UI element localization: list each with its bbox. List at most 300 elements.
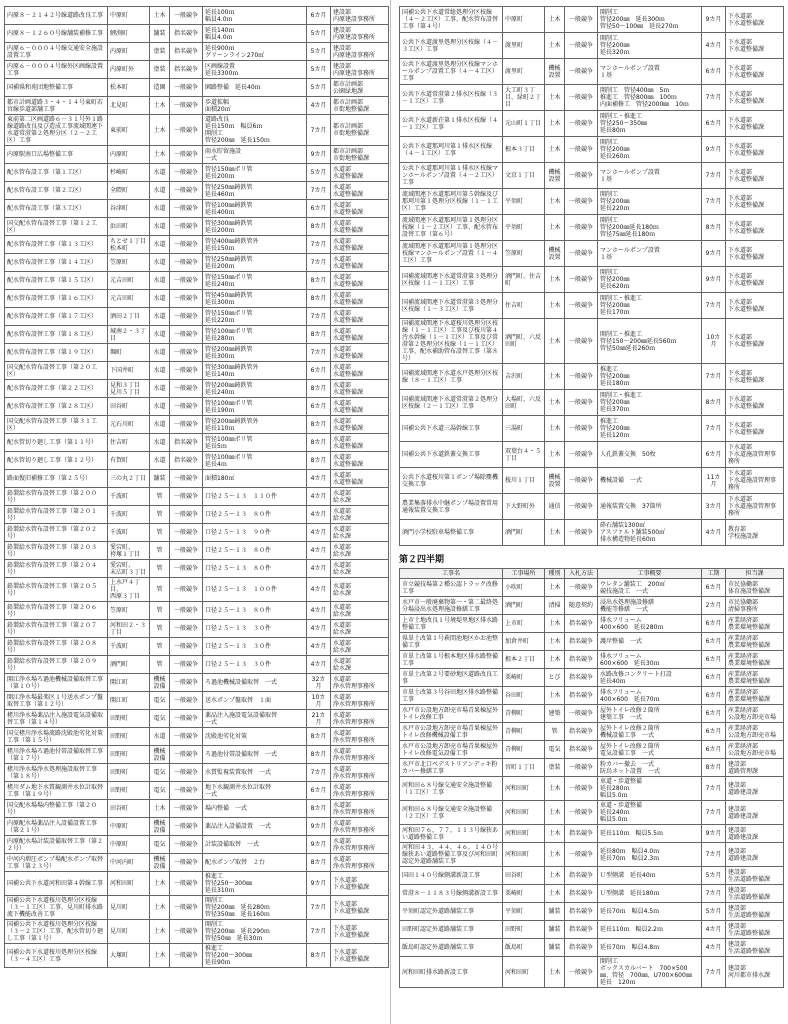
cell-period: 7カ月 (307, 896, 331, 920)
cell-period: 8カ月 (307, 272, 331, 290)
cell-bid-method: 随意契約 (565, 597, 598, 615)
cell-location: 見和３丁目 見川５丁目 (108, 380, 150, 398)
cell-department: 水道部 水道整備課 (331, 182, 389, 200)
table-row (400, 468, 784, 494)
cell-work-name: 流域関連下水道那珂川第５幹線及び那珂川第１処理分区枝線（１－１工区）工事 (400, 189, 503, 215)
cell-location: 渡里町 (503, 33, 545, 59)
cell-summary: 排水フリューム 600×600 延長30ｍ (598, 651, 702, 669)
cell-period: 6カ月 (307, 7, 331, 25)
cell-location: 三湯町 (503, 416, 545, 442)
table-row (5, 470, 389, 488)
cell-work-name: 配水管布設替工事（第２２工区） (5, 380, 108, 398)
cell-department: 下水道部 下水道整備課 (726, 59, 784, 85)
cell-summary: 管径200㎜鋳鉄管 延長300ｍ (203, 344, 307, 362)
cell-summary: 推進工 管径200㎜ 延長180ｍ (598, 364, 702, 390)
cell-department: 下水道部 下水道整備課 (726, 293, 784, 319)
table-row (400, 597, 784, 615)
table-row (400, 189, 784, 215)
cell-summary: 延長100ｍ 幅員4.0ｍ (203, 7, 307, 25)
cell-type: 土木 (545, 615, 565, 633)
cell-type: 清掃 (545, 597, 565, 615)
cell-location: 青柳町 (503, 723, 545, 741)
cell-period: 7カ月 (702, 885, 726, 903)
table-row (400, 939, 784, 957)
table-row (400, 111, 784, 137)
cell-work-name: 流域関連下水道那珂川第１処理分区枝線（１－２工区）工事、配水管布設替工事（第６号） (400, 215, 503, 241)
cell-location: 平須町 (503, 189, 545, 215)
cell-summary: 延長110ｍ 幅員2.2ｍ (598, 921, 702, 939)
cell-department: 都市計画部 公園緑地課 (331, 79, 389, 97)
table-row (5, 416, 389, 434)
cell-period: 6カ月 (307, 398, 331, 416)
cell-work-name: 河和田６８号線交通安全施設整備（１工区）工事 (400, 777, 503, 801)
cell-department: 水道部 浄水管理事務所 (331, 818, 389, 836)
cell-type: 機械設備 (150, 674, 170, 692)
cell-bid-method: 一般競争 (170, 344, 203, 362)
cell-location: 上市町 (503, 615, 545, 633)
cell-period: 6カ月 (307, 200, 331, 218)
cell-department: 建設部 生活道路整備課 (726, 939, 784, 957)
cell-period: 6カ月 (307, 782, 331, 800)
cell-location: 松本町 (108, 79, 150, 97)
cell-location: 田谷町 (108, 398, 150, 416)
cell-department: 水道部 浄水管理事務所 (331, 692, 389, 710)
cell-period: 5カ月 (702, 867, 726, 885)
cell-location: 下大野町外 (503, 494, 545, 520)
cell-summary: 延長110ｍ 幅員5.5ｍ (598, 825, 702, 843)
cell-location: 飯島町 (503, 939, 545, 957)
cell-summary: 面積180㎡ (203, 470, 307, 488)
cell-bid-method: 一般競争 (565, 7, 598, 33)
cell-work-name: 配水管布設工事（第３工区） (5, 200, 108, 218)
cell-period: 8カ月 (307, 218, 331, 236)
works-table-left-body (5, 7, 389, 968)
cell-summary: 通報装置交換 37箇所 (598, 494, 702, 520)
cell-type: 土木 (545, 442, 565, 468)
cell-summary: 管径100㎜ポリ管 延長190ｍ (203, 398, 307, 416)
cell-location: 谷津町 (108, 200, 150, 218)
cell-type: 土木 (150, 7, 170, 25)
cell-summary: 車道・歩道整備 延長240ｍ 幅員5.0ｍ (598, 801, 702, 825)
table-row (400, 520, 784, 546)
quarter-heading: 第２四半期 (399, 555, 445, 565)
cell-bid-method: 一般競争 (170, 746, 203, 764)
cell-type: 土木 (545, 215, 565, 241)
cell-department: 水道部 給水課 (331, 506, 389, 524)
cell-type: 土木 (545, 293, 565, 319)
cell-location: 青柳町 (503, 741, 545, 759)
table-header-row (400, 569, 784, 579)
cell-department: 水道部 給水課 (331, 488, 389, 506)
cell-bid-method: 一般競争 (170, 896, 203, 920)
cell-work-name: 平須町認定外道路舗装工事 (400, 903, 503, 921)
cell-summary: 区画線設置 延長3300ｍ (203, 61, 307, 79)
cell-type: 土木 (150, 872, 170, 896)
cell-work-name: 楮川浄水場薬品注入施設電気設備取替工事（第１４号） (5, 710, 108, 728)
cell-type: 塗装 (545, 759, 565, 777)
cell-location: 河和田町 (503, 777, 545, 801)
cell-period: 7カ月 (307, 115, 331, 146)
cell-type: 土木 (545, 267, 565, 293)
cell-location: 開江町 (108, 674, 150, 692)
cell-type: 土木 (545, 137, 565, 163)
cell-department: 水道部 水道整備課 (331, 398, 389, 416)
cell-bid-method: 一般競争 (170, 182, 203, 200)
cell-department: 下水道部 下水道整備課 (726, 85, 784, 111)
cell-bid-method: 指名競争 (565, 921, 598, 939)
cell-period: 5カ月 (307, 43, 331, 61)
table-row (400, 687, 784, 705)
cell-period: 9カ月 (702, 267, 726, 293)
cell-department: 水道部 浄水管理事務所 (331, 710, 389, 728)
cell-period: 4カ月 (307, 656, 331, 674)
cell-period: 7カ月 (702, 416, 726, 442)
cell-department: 産業経済部 公設地方卸売市場 (726, 741, 784, 759)
cell-bid-method: 一般競争 (565, 957, 598, 988)
table-row (5, 710, 389, 728)
table-row (5, 43, 389, 61)
table-row (5, 896, 389, 920)
cell-type: 土木 (545, 867, 565, 885)
cell-location: 河和田町 (108, 872, 150, 896)
cell-department: 下水道部 下水道整備課 (331, 920, 389, 944)
cell-department: 下水道部 下水道施設管理事務所 (726, 442, 784, 468)
cell-period: 8カ月 (702, 215, 726, 241)
cell-location: 元吉田町 (108, 272, 150, 290)
cell-location: 小吹町 (503, 579, 545, 597)
cell-type: 管 (150, 488, 170, 506)
cell-type: 塗装 (150, 43, 170, 61)
cell-work-name: 鉛製給水管布設替工事（第２００号） (5, 488, 108, 506)
cell-period: 4カ月 (702, 921, 726, 939)
cell-location: 文京１丁目 (503, 163, 545, 189)
cell-type: 水道 (150, 182, 170, 200)
cell-department: 水道部 浄水管理事務所 (331, 764, 389, 782)
cell-summary: 園路整備 延長40ｍ (203, 79, 307, 97)
cell-bid-method: 一般競争 (170, 272, 203, 290)
cell-work-name: 鉛製給水管布設替工事（第２０９号） (5, 656, 108, 674)
cell-period: 6カ月 (702, 651, 726, 669)
cell-bid-method: 一般競争 (565, 215, 598, 241)
cell-location: 北見町 (108, 97, 150, 115)
cell-work-name: 配水管布設替工事（第１４工区） (5, 254, 108, 272)
cell-type: 電気 (150, 836, 170, 854)
cell-type: 舗装 (545, 903, 565, 921)
cell-period: 7カ月 (702, 801, 726, 825)
table-row (400, 442, 784, 468)
cell-type: 管 (150, 524, 170, 542)
cell-work-name: 配水管布設替工事（第１６工区） (5, 290, 108, 308)
table-row (400, 957, 784, 988)
cell-bid-method: 指名競争 (565, 825, 598, 843)
cell-period: 8カ月 (307, 728, 331, 746)
table-row (5, 524, 389, 542)
cell-bid-method: 一般競争 (170, 7, 203, 25)
cell-summary: 機械設備 一式 (598, 468, 702, 494)
cell-bid-method: 一般競争 (170, 218, 203, 236)
cell-work-name: 公共下水道那珂川第１排水区枝線マンホールポンプ設置（４－２工区）工事 (400, 163, 503, 189)
cell-bid-method: 一般競争 (170, 146, 203, 164)
table-row (5, 818, 389, 836)
cell-department: 水道部 給水課 (331, 638, 389, 656)
cell-bid-method: 一般競争 (565, 241, 598, 267)
header-location: 工事場所 (503, 569, 545, 579)
cell-type: 水道 (150, 218, 170, 236)
cell-period: 10カ月 (702, 319, 726, 364)
cell-department: 都市計画部 市街地整備課 (331, 115, 389, 146)
cell-type: とび (545, 669, 565, 687)
cell-bid-method: 一般競争 (170, 380, 203, 398)
cell-summary: 管径100㎜ポリ管 延長5ｍ (203, 434, 307, 452)
cell-department: 水道部 浄水管理事務所 (331, 854, 389, 872)
cell-period: 21カ月 (307, 710, 331, 728)
cell-department: 水道部 浄水管理事務所 (331, 674, 389, 692)
cell-bid-method: 指名競争 (565, 867, 598, 885)
table-row (400, 723, 784, 741)
cell-department: 下水道部 下水道整備課 (726, 241, 784, 267)
cell-work-name: 河和田４３，４４，４６，１４０号線狭あい道路整備工事及び河和田町認定外道路舗装工事 (400, 843, 503, 867)
works-table-left (4, 6, 389, 968)
header-department: 担当課 (726, 569, 784, 579)
cell-summary: 護岸整備 一式 (598, 633, 702, 651)
cell-type: 管 (150, 638, 170, 656)
cell-summary: 開削工 管径200㎜ 延長260ｍ (598, 137, 702, 163)
cell-bid-method: 一般競争 (565, 293, 598, 319)
cell-period: 7カ月 (702, 189, 726, 215)
cell-summary: 管径150㎜ポリ管 延長220ｍ (203, 308, 307, 326)
cell-bid-method: 一般競争 (170, 818, 203, 836)
cell-summary: 開削工 管径400㎜ 5ｍ 推進工 管径800㎜ 100ｍ 内面補修工 管径2000㎜ 10ｍ (598, 85, 702, 111)
cell-location: 城南２・３丁目 (108, 326, 150, 344)
cell-type: 機械設備 (150, 818, 170, 836)
cell-period: 7カ月 (702, 85, 726, 111)
cell-summary: ウレタン舗装工 200㎡ 競技施設工 一式 (598, 579, 702, 597)
cell-work-name: 市単土改第３号谷田地区排水路整備工事 (400, 687, 503, 705)
cell-bid-method: 一般競争 (565, 319, 598, 364)
cell-bid-method: 一般競争 (565, 494, 598, 520)
cell-location: 根本２丁目 (503, 651, 545, 669)
cell-period: 5カ月 (307, 25, 331, 43)
cell-department: 水道部 水道整備課 (331, 416, 389, 434)
cell-location: 田谷町 (108, 800, 150, 818)
cell-period: 5カ月 (307, 79, 331, 97)
cell-work-name: 配水管布設替工事（第１７工区） (5, 308, 108, 326)
cell-location: 平須町 (503, 215, 545, 241)
table-row (400, 59, 784, 85)
cell-type: 水道 (150, 728, 170, 746)
cell-location: 中原町 (108, 818, 150, 836)
cell-period: 7カ月 (702, 777, 726, 801)
cell-summary: 粉カバー撤去 一式 防鳥ネット設置 一式 (598, 759, 702, 777)
table-row (5, 254, 389, 272)
cell-summary: 開削工・推進工 管径250～350㎜ 延長80ｍ (598, 111, 702, 137)
cell-bid-method: 一般競争 (170, 488, 203, 506)
cell-work-name: 配水管布設替工事（第１３工区） (5, 236, 108, 254)
cell-summary: 開削工 ボックスカルバート 700×500㎜、管径 700㎜、U700×600㎜ 延長 120ｍ (598, 957, 702, 988)
cell-location: 河和田町 (503, 801, 545, 825)
cell-type: 管 (150, 560, 170, 578)
cell-type: 電気 (150, 692, 170, 710)
cell-location: 鯉渕町 (108, 25, 150, 43)
cell-department: 水道部 浄水管理事務所 (331, 746, 389, 764)
cell-bid-method: 一般競争 (170, 764, 203, 782)
header-summary: 工事概要 (598, 569, 702, 579)
cell-type: 管 (150, 620, 170, 638)
cell-bid-method: 一般競争 (170, 542, 203, 560)
cell-work-name: 配水管布設替工事（第１８工区） (5, 326, 108, 344)
cell-bid-method: 一般競争 (565, 468, 598, 494)
cell-period: 4カ月 (307, 542, 331, 560)
cell-work-name: 配水管切り廻し工事（第１２号） (5, 452, 108, 470)
cell-department: 水道部 浄水管理事務所 (331, 800, 389, 818)
cell-bid-method: 指名競争 (565, 615, 598, 633)
cell-period: 6カ月 (702, 633, 726, 651)
table-row (5, 620, 389, 638)
cell-type: 舗装 (545, 921, 565, 939)
cell-department: 産業経済部 農業環境整備課 (726, 687, 784, 705)
cell-location: 内原町 (108, 43, 150, 61)
table-row (400, 364, 784, 390)
cell-work-name: 流域関連下水道那珂川第１処理分区枝線マンホールポンプ設置（１－４工区）工事 (400, 241, 503, 267)
cell-work-name: 公共下水道常澄第２排水区枝線（３－１工区）工事 (400, 85, 503, 111)
cell-location: 全隈町 (108, 182, 150, 200)
cell-summary: 管径400㎜鋳鉄管外 延長150ｍ (203, 236, 307, 254)
cell-bid-method: 一般競争 (170, 872, 203, 896)
cell-period: 9カ月 (307, 146, 331, 164)
cell-department: 建設部 生活道路整備課 (726, 867, 784, 885)
cell-work-name: 国補公共下水道鉄蓋交換工事 (400, 442, 503, 468)
cell-location: 田野町 (108, 782, 150, 800)
cell-work-name: 常澄８－１１８３号線側溝新設工事 (400, 885, 503, 903)
table-row (400, 579, 784, 597)
cell-work-name: 水戸市公設地方卸売市場青果棟屋外トイレ改修電気設備工事 (400, 741, 503, 759)
cell-location: 双葉台４・５丁目 (503, 442, 545, 468)
table-row (5, 25, 389, 43)
cell-summary: マンホールポンプ設置 １基 (598, 59, 702, 85)
table-row (400, 801, 784, 825)
cell-location: 桜川１丁目 (503, 468, 545, 494)
cell-type: 水道 (150, 290, 170, 308)
cell-summary: 水路改修コンクリート打設 延長40ｍ (598, 669, 702, 687)
cell-department: 水道部 浄水管理事務所 (331, 836, 389, 854)
column-divider (390, 0, 391, 1024)
cell-type: 機械設置 (545, 163, 565, 189)
cell-location: 愛宕町、 袴塚１丁目 (108, 542, 150, 560)
cell-type: 土木 (150, 800, 170, 818)
cell-type: 土木 (150, 146, 170, 164)
cell-location: 河和田２・３丁目 (108, 620, 150, 638)
cell-bid-method: 指名競争 (170, 25, 203, 43)
works-table-right-top-body (400, 7, 784, 546)
table-row (5, 674, 389, 692)
cell-type: 通信 (545, 494, 565, 520)
cell-department: 水道部 水道整備課 (331, 272, 389, 290)
cell-department: 水道部 水道整備課 (331, 236, 389, 254)
cell-department: 建設部 道路建設課 (726, 843, 784, 867)
cell-bid-method: 一般競争 (565, 33, 598, 59)
cell-bid-method: 指名競争 (565, 669, 598, 687)
table-row (400, 921, 784, 939)
cell-period: 5カ月 (307, 61, 331, 79)
cell-department: 下水道部 下水道整備課 (726, 319, 784, 364)
table-row (400, 7, 784, 33)
cell-bid-method: 一般競争 (170, 164, 203, 182)
cell-type: 電気 (545, 741, 565, 759)
cell-bid-method: 一般競争 (170, 920, 203, 944)
cell-type: 管 (150, 602, 170, 620)
cell-type: 土木 (545, 189, 565, 215)
cell-type: 土木 (545, 85, 565, 111)
cell-department: 下水道部 下水道整備課 (726, 364, 784, 390)
cell-work-name: 内原配水場薬品注入設備設置工事（第２１号） (5, 818, 108, 836)
works-table-q2-body (400, 579, 784, 988)
cell-summary: 開削工 管径200㎜ 延長220ｍ (598, 189, 702, 215)
cell-department: 市民協働部 体育施設整備課 (726, 579, 784, 597)
cell-summary: マンホールポンプ設置 １基 (598, 241, 702, 267)
cell-period: 4カ月 (307, 524, 331, 542)
cell-location: 住吉町 (503, 293, 545, 319)
cell-type: 水道 (150, 308, 170, 326)
cell-summary: 延長70ｍ 幅員4.8ｍ (598, 939, 702, 957)
cell-department: 建設部 内原建設事務所 (331, 61, 389, 79)
cell-work-name: 河和田７６，７７，１１３号線狭あい道路整備工事 (400, 825, 503, 843)
cell-type: 水道 (150, 380, 170, 398)
cell-department: 水道部 水道整備課 (331, 218, 389, 236)
cell-summary: 延長140ｍ 幅員4.0ｍ (203, 25, 307, 43)
cell-location: 酒門町、住吉町 (503, 267, 545, 293)
cell-location: 田野町 (108, 710, 150, 728)
cell-work-name: 鉛製給水管布設替工事（第２０２号） (5, 524, 108, 542)
table-row (400, 885, 784, 903)
cell-work-name: 内原８－２１４２号線道路改良工事 (5, 7, 108, 25)
cell-location: 中原町 (108, 7, 150, 25)
cell-summary: 推進工 管径200㎜ 延長120ｍ (598, 416, 702, 442)
cell-period: 32カ月 (307, 674, 331, 692)
cell-period: 6カ月 (702, 741, 726, 759)
cell-location: 田野町 (108, 764, 150, 782)
header-work-name: 工事名 (400, 569, 503, 579)
cell-department: 産業経済部 農業環境整備課 (726, 651, 784, 669)
cell-type: 水道 (150, 452, 170, 470)
cell-work-name: 鉛製給水管布設替工事（第２０１号） (5, 506, 108, 524)
table-row (5, 398, 389, 416)
table-row (400, 390, 784, 416)
cell-period: 7カ月 (702, 364, 726, 390)
cell-work-name: 公共下水道渡里処理分区枝線マンホールポンプ設置工事（４－４工区）工事 (400, 59, 503, 85)
table-row (5, 764, 389, 782)
cell-period: 8カ月 (307, 434, 331, 452)
cell-bid-method: 一般競争 (170, 944, 203, 968)
cell-department: 水道部 水道整備課 (331, 326, 389, 344)
cell-location: 千波町 (108, 524, 150, 542)
cell-summary: 配水ポンプ取替 ２台 (203, 854, 307, 872)
cell-bid-method: 一般競争 (170, 362, 203, 380)
table-row (5, 362, 389, 380)
cell-period: 6カ月 (702, 615, 726, 633)
cell-period: 9カ月 (702, 241, 726, 267)
cell-bid-method: 一般競争 (565, 111, 598, 137)
cell-type: 土木 (150, 115, 170, 146)
cell-summary: 延長70ｍ 幅員4.5ｍ (598, 903, 702, 921)
cell-work-name: 鉛製給水管布設替工事（第２０７号） (5, 620, 108, 638)
cell-summary: 車道・歩道整備 延長280ｍ 幅員5.0ｍ (598, 777, 702, 801)
cell-summary: Ｕ型側溝 延長180ｍ (598, 885, 702, 903)
cell-location: 加倉井町 (503, 633, 545, 651)
cell-department: 水道部 水道整備課 (331, 470, 389, 488)
cell-type: 管 (150, 656, 170, 674)
cell-summary: 管径100㎜ポリ管 延長280ｍ (203, 326, 307, 344)
cell-summary: 延長80ｍ 幅員4.0ｍ 延長70ｍ 幅員2.3ｍ (598, 843, 702, 867)
